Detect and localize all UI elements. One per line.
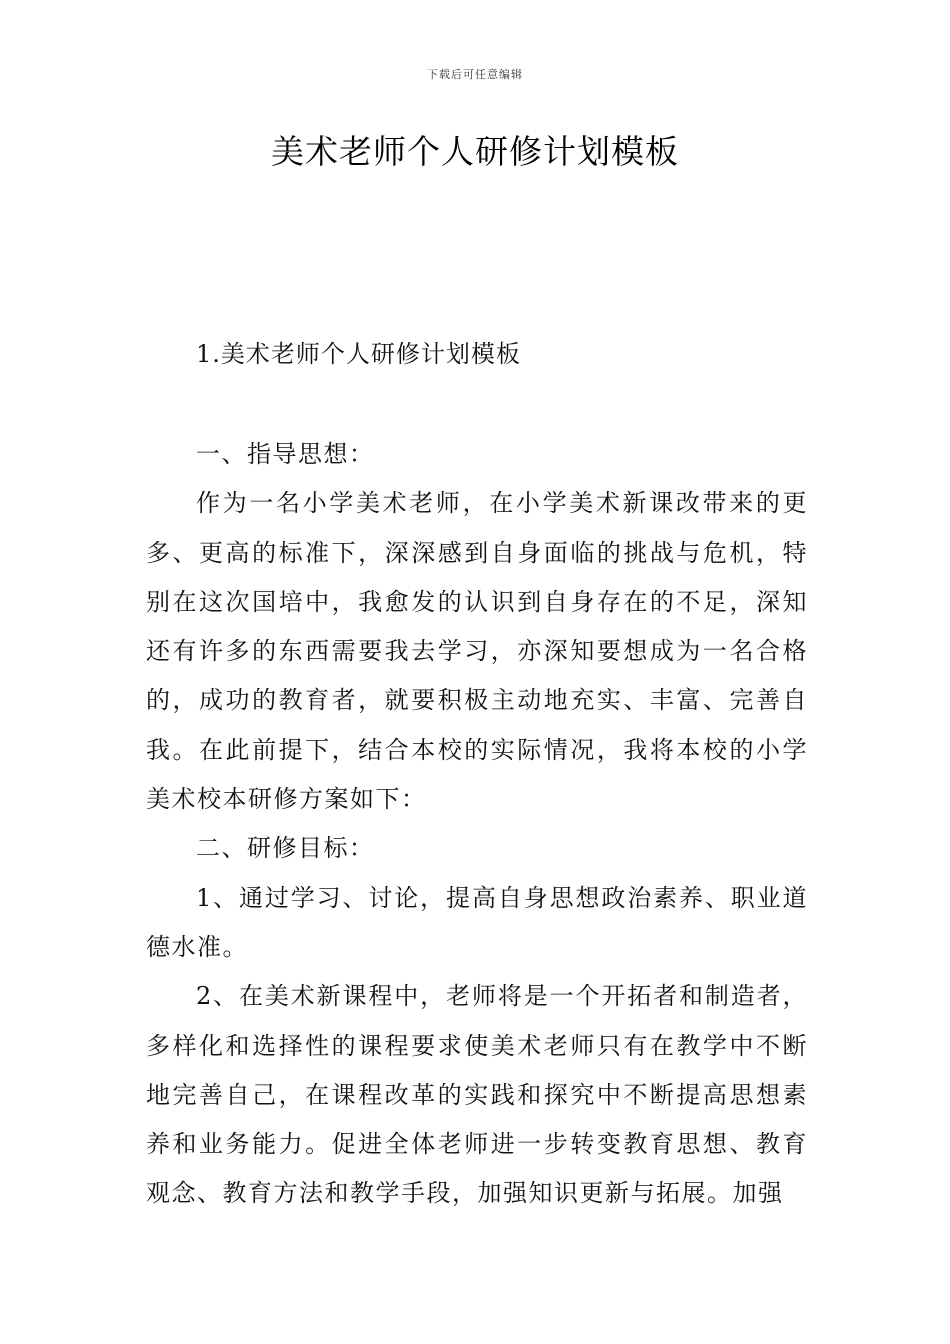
section-heading-guiding-thought: 一、指导思想： bbox=[196, 440, 375, 468]
paragraph-goal-1: 1、通过学习、讨论，提高自身思想政治素养、职业道德水准。 bbox=[146, 883, 808, 961]
paragraph-goal-2: 2、在美术新课程中，老师将是一个开拓者和制造者，多样化和选择性的课程要求使美术老师只有在教学中不断地完善自己，在课程改革的实践和探究中不断提高思想素养和业务能力。促进全体老师进一步转变教育思想、教育观念、教育方法和教学手段，加强知识更新与拓展。加强 bbox=[146, 982, 808, 1208]
document-body bbox=[146, 430, 808, 1219]
section-heading-study-goals: 二、研修目标： bbox=[196, 834, 375, 863]
document-subtitle: 1.美术老师个人研修计划模板 bbox=[196, 340, 521, 368]
page-header-note: 下载后可任意编辑 bbox=[427, 68, 523, 81]
document-title: 美术老师个人研修计划模板 bbox=[271, 132, 679, 171]
paragraph-guiding-thought: 作为一名小学美术老师，在小学美术新课改带来的更多、更高的标准下，深深感到自身面临的挑战与危机，特别在这次国培中，我愈发的认识到自身存在的不足，深知还有许多的东西需要我去学习，亦深知要想成为一名合格的，成功的教育者，就要积极主动地充实、丰富、完善自我。在此前提下，结合本校的实际情况，我将本校的小学美术校本研修方案如下： bbox=[146, 489, 808, 814]
